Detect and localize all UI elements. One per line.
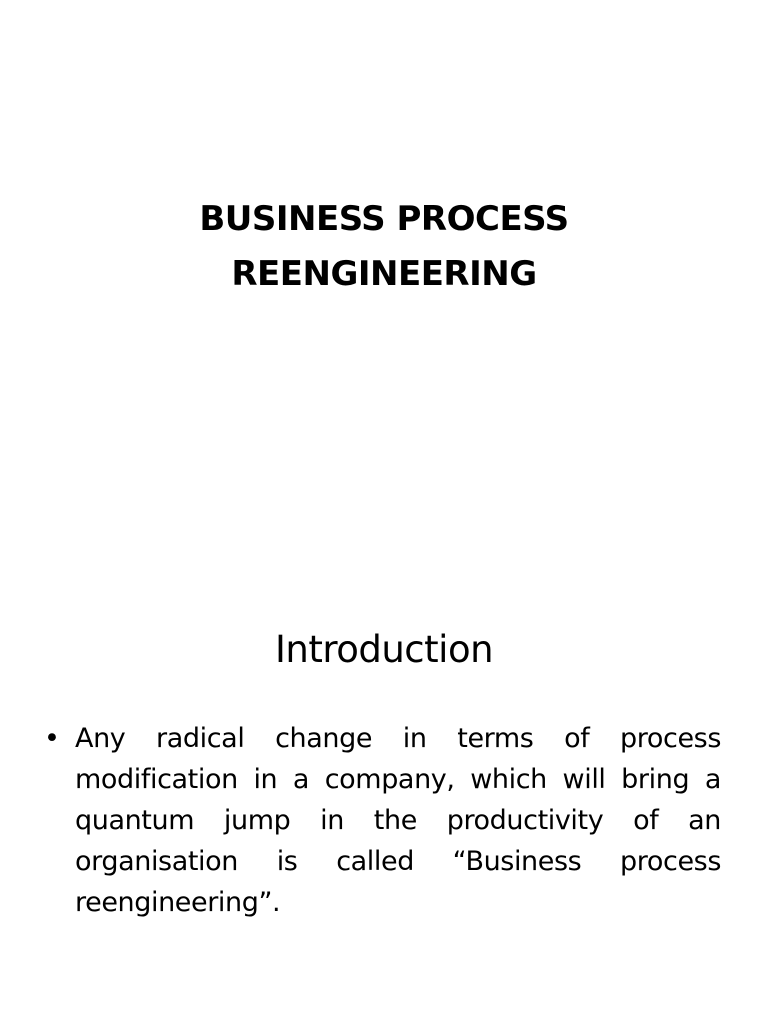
- bullet-list: [40, 718, 721, 923]
- title-line-1: BUSINESS PROCESS: [199, 199, 569, 239]
- bullet-text: Any radical change in terms of process modification in a company, which will bring a quantum jump in the productivity of an organisation is called “Business process reengineering”.: [75, 723, 721, 918]
- section-heading: Introduction: [274, 628, 494, 671]
- list-item: [40, 718, 721, 923]
- bullet-icon: •: [44, 723, 60, 754]
- title-line-2: REENGINEERING: [231, 254, 537, 294]
- introduction-slide: [0, 512, 768, 1024]
- slide-title: [0, 192, 768, 302]
